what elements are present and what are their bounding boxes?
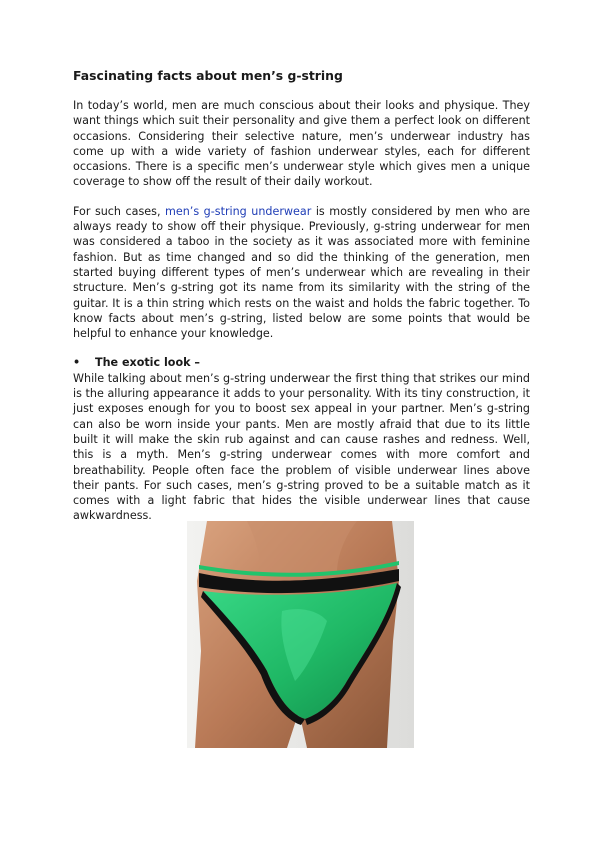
gstring-paragraph [73, 204, 530, 342]
article [73, 68, 530, 538]
gstring-underwear-link[interactable]: men’s g-string underwear [165, 204, 312, 218]
product-photo [187, 521, 414, 748]
paragraph-text-after-link: is mostly considered by men who are always ready to show off their physique. Previously, g-string underwear for men was considered a taboo in the society as it was associated more with feminine fashion. But as time changed and so did the thinking of the generation, men started buying different types of men’s underwear which are revealing in their structure. Men’s g-string got its name from its similarity with the string of the guitar. It is a thin string which rests on the waist and holds the fabric together. To know facts about men’s g-string, listed below are some points that would be helpful to enhance your knowledge. [73, 204, 530, 341]
bullet-item-exotic-look [73, 355, 530, 370]
article-title: Fascinating facts about men’s g-string [73, 68, 343, 83]
intro-paragraph: In today’s world, men are much conscious about their looks and physique. They want things which suit their personality and give them a perfect look on different occasions. Considering their selective nature, men’s underwear industry has come up with a wide variety of fashion underwear styles, each for different occasions. There is a specific men’s underwear style which gives men a unique coverage to show off the result of their daily workout. [73, 99, 530, 189]
exotic-look-paragraph: While talking about men’s g-string underwear the first thing that strikes our mind is the alluring appearance it adds to your personality. With its tiny construction, it just exposes enough for you to boost sex appeal in your partner. Men’s g-string can also be worn inside your pants. Men are mostly afraid that due to its little built it will make the skin rub against and can cause rashes and redness. Well, this is a myth. Men’s g-string underwear comes with more comfort and breathability. People often face the problem of visible underwear lines above their pants. For such cases, men’s g-string proved to be a suitable match as it comes with a light fabric that hides the visible underwear lines that cause awkwardness. [73, 371, 530, 523]
bullet-icon: • [73, 356, 81, 370]
paragraph-text-before-link: For such cases, [73, 204, 166, 218]
bullet-heading: The exotic look – [95, 356, 200, 370]
